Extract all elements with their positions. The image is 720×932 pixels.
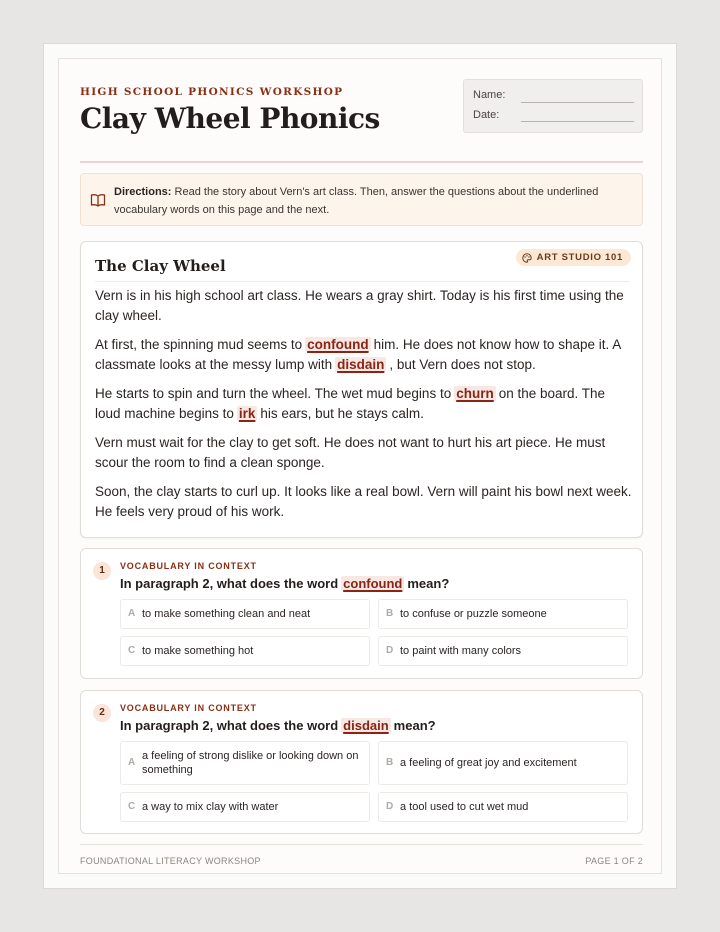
option-text: to paint with many colors (400, 645, 522, 657)
option-letter: D (386, 801, 394, 812)
directions-label: Directions: (114, 186, 172, 198)
paragraph-text: his ears, but he stays calm. (260, 406, 424, 421)
question-prompt (120, 718, 436, 733)
option-letter: C (128, 801, 136, 812)
option-letter: D (386, 645, 394, 656)
worksheet-inner (58, 58, 662, 874)
worksheet-content (80, 59, 643, 866)
story-body (95, 286, 633, 531)
option-letter: A (128, 608, 136, 619)
prompt-text: mean? (407, 576, 450, 591)
question-card-2 (80, 690, 643, 834)
paragraph-text: on the board. The loud machine begins to (95, 386, 606, 421)
answer-option-d[interactable] (378, 792, 628, 822)
option-letter: B (386, 757, 394, 768)
question-kicker: VOCABULARY IN CONTEXT (120, 561, 257, 571)
vocab-word-confound: confound (307, 337, 369, 352)
name-label: Name: (473, 89, 506, 101)
story-paragraph-3 (95, 384, 633, 424)
vocab-word-confound: confound (343, 576, 403, 591)
page-number: PAGE 1 OF 2 (585, 856, 643, 866)
open-book-icon (90, 193, 106, 207)
option-letter: B (386, 608, 394, 619)
directions-text (114, 183, 624, 219)
answer-option-c[interactable] (120, 792, 370, 822)
prompt-text: mean? (393, 718, 436, 733)
option-text: a tool used to cut wet mud (400, 801, 529, 813)
story-paragraph-5: Soon, the clay starts to curl up. It looks like a real bowl. Vern will paint his bowl next week. He feels very proud of his work. (95, 484, 632, 519)
story-badge-label: ART STUDIO 101 (536, 252, 623, 263)
vocab-word-irk: irk (238, 406, 256, 421)
prompt-text: In paragraph 2, what does the word (120, 576, 339, 591)
paragraph-text: At first, the spinning mud seems to (95, 337, 303, 352)
question-number: 1 (93, 562, 111, 580)
palette-icon (522, 253, 532, 263)
paragraph-text: , but Vern does not stop. (389, 357, 536, 372)
vocab-word-disdain: disdain (337, 357, 385, 372)
answer-option-d[interactable] (378, 636, 628, 666)
story-card (80, 241, 643, 538)
option-letter: A (128, 757, 136, 768)
paragraph-text: him. He does not know how to shape it. A classmate looks at the messy lump with (95, 337, 621, 372)
vocab-word-disdain: disdain (343, 718, 389, 733)
option-letter: C (128, 645, 136, 656)
date-label: Date: (473, 109, 500, 121)
vocab-word-churn: churn (456, 386, 494, 401)
story-paragraph-4: Vern must wait for the clay to get soft. He does not want to hurt his art piece. He must scour the room to find a clean sponge. (95, 435, 606, 470)
question-prompt (120, 576, 449, 591)
page-title: Clay Wheel Phonics (80, 102, 380, 135)
story-paragraph-1: Vern is in his high school art class. He wears a gray shirt. Today is his first time using the clay wheel. (95, 288, 624, 323)
answer-option-b[interactable] (378, 741, 628, 785)
paragraph-text: He starts to spin and turn the wheel. The wet mud begins to (95, 386, 452, 401)
question-kicker: VOCABULARY IN CONTEXT (120, 703, 257, 713)
option-text: a way to mix clay with water (142, 801, 279, 813)
question-number: 2 (93, 704, 111, 722)
question-card-1 (80, 548, 643, 679)
option-text: to make something hot (142, 645, 254, 657)
directions-body: Read the story about Vern's art class. Then, answer the questions about the underlined vocabulary words on this page and the next. (114, 186, 599, 216)
worksheet-page (43, 43, 677, 889)
date-field[interactable] (521, 121, 634, 122)
name-date-box (463, 79, 643, 133)
story-title: The Clay Wheel (95, 257, 226, 275)
option-text: to confuse or puzzle someone (400, 608, 547, 620)
option-text: a feeling of great joy and excitement (400, 757, 577, 769)
answer-option-c[interactable] (120, 636, 370, 666)
worksheet-header (80, 59, 643, 163)
answer-option-b[interactable] (378, 599, 628, 629)
footer-label: FOUNDATIONAL LITERACY WORKSHOP (80, 856, 261, 866)
footer-divider (80, 844, 643, 845)
answer-option-a[interactable] (120, 741, 370, 785)
answer-option-a[interactable] (120, 599, 370, 629)
option-text: a feeling of strong dislike or looking down on something (142, 750, 359, 776)
story-paragraph-2 (95, 335, 633, 375)
directions-box (80, 173, 643, 226)
story-divider (95, 281, 630, 282)
option-text: to make something clean and neat (142, 608, 311, 620)
name-field[interactable] (521, 102, 634, 103)
prompt-text: In paragraph 2, what does the word (120, 718, 339, 733)
header-eyebrow: HIGH SCHOOL PHONICS WORKSHOP (80, 86, 344, 98)
story-badge (516, 249, 631, 266)
